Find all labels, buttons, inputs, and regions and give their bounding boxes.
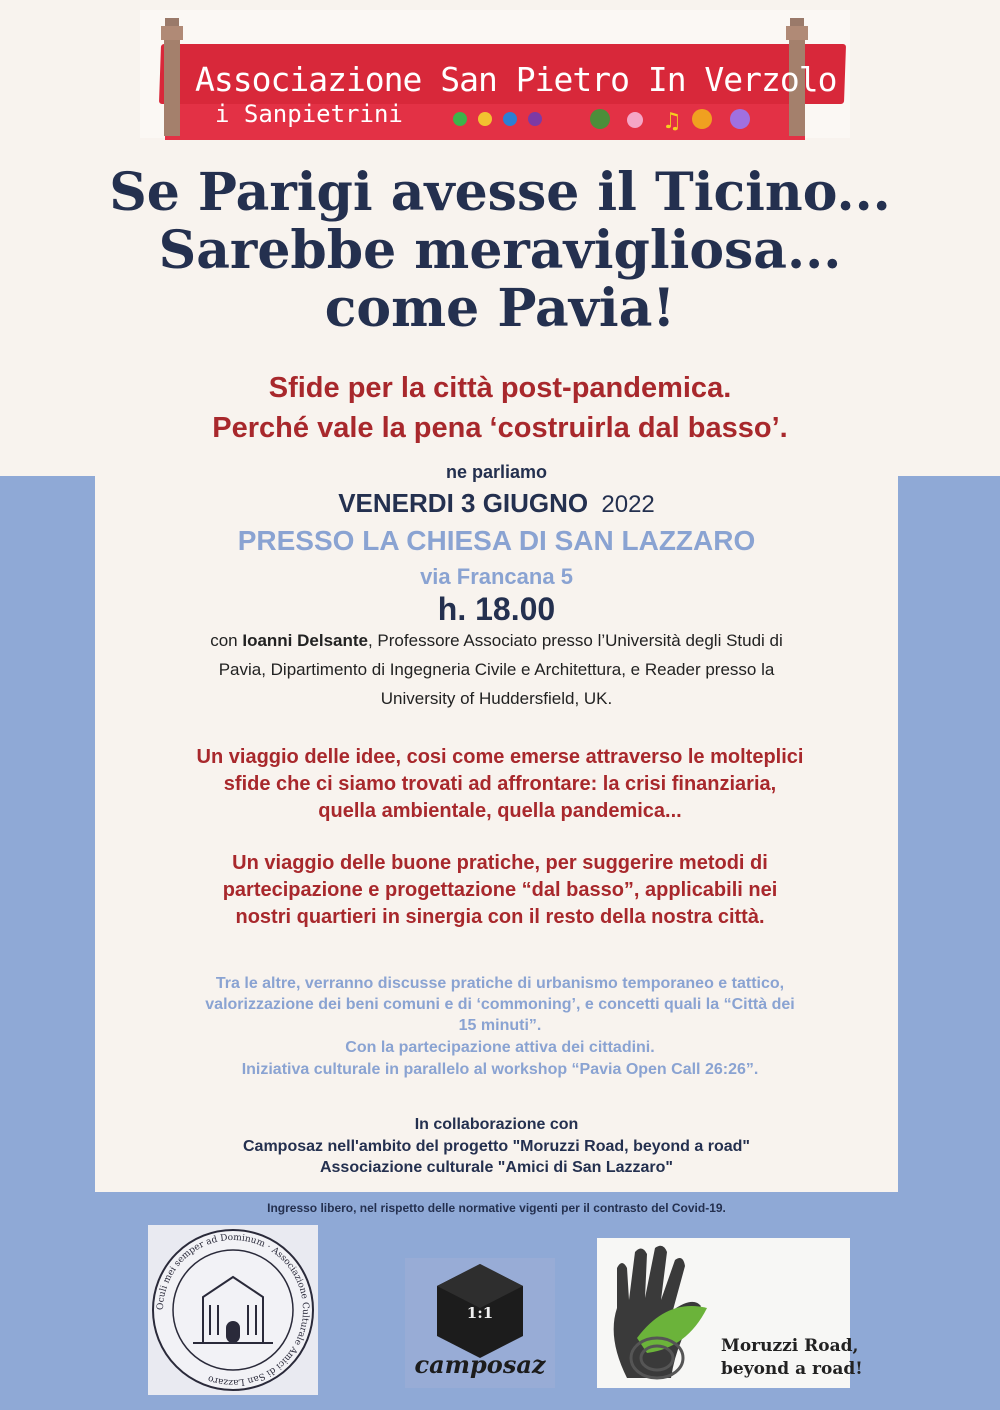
moruzzi-road-logo xyxy=(597,1238,863,1388)
paragraph-3-line-4: Con la partecipazione attiva dei cittadini. xyxy=(345,1039,655,1056)
camposaz-logo xyxy=(405,1258,555,1388)
paragraph-2-line-3: nostri quartieri in sinergia con il resto della nostra città. xyxy=(235,906,765,928)
speaker-line-1 xyxy=(95,626,898,656)
headline-line-1: Se Parigi avesse il Ticino... xyxy=(109,162,891,223)
camposaz-cube-label: 1:1 xyxy=(466,1304,494,1322)
footer-note: Ingresso libero, nel rispetto delle normative vigenti per il contrasto del Covid-19. xyxy=(267,1201,726,1215)
collaboration-line-3: Associazione culturale "Amici di San Lazzaro" xyxy=(319,1159,674,1176)
association-banner xyxy=(140,10,850,138)
paragraph-1-line-1: Un viaggio delle idee, cosi come emerse attraverso le molteplici xyxy=(196,746,804,768)
moruzzi-line-1: Moruzzi Road, xyxy=(721,1336,859,1356)
paragraph-3-line-1: Tra le altre, verranno discusse pratiche di urbanismo temporaneo e tattico, xyxy=(215,975,785,992)
event-date: VENERDI 3 GIUGNO xyxy=(338,488,589,518)
subheadline-line-1: Sfide per la città post-pandemica. xyxy=(268,372,732,404)
collaboration-line-1: In collaborazione con xyxy=(414,1116,579,1133)
banner-subtitle: i Sanpietrini xyxy=(215,100,403,128)
camposaz-name: camposaz xyxy=(414,1350,546,1379)
event-time: h. 18.00 xyxy=(437,591,556,627)
speaker-name: Ioanni Delsante xyxy=(242,631,368,650)
paragraph-3-line-2: valorizzazione dei beni comuni e di ‘commoning’, e concetti quali la “Città dei xyxy=(205,996,795,1013)
event-intro: ne parliamo xyxy=(445,462,548,482)
event-date-line xyxy=(95,488,898,519)
headline-line-3: come Pavia! xyxy=(324,278,676,339)
paragraph-2-line-2: partecipazione e progettazione “dal basso”, applicabili nei xyxy=(222,879,778,901)
seal-ring-text: Oculi mei semper ad Dominum · Associazione Culturale Amici di San Lazzaro xyxy=(155,1232,311,1388)
paragraph-1-line-2: sfide che ci siamo trovati ad affrontare: la crisi finanziaria, xyxy=(223,773,777,795)
speaker-line-2: Pavia, Dipartimento di Ingegneria Civile e Architettura, e Reader presso la xyxy=(218,660,775,679)
collaboration-line-2: Camposaz nell'ambito del progetto "Moruzzi Road, beyond a road" xyxy=(242,1138,750,1155)
paragraph-3-line-5: Iniziativa culturale in parallelo al workshop “Pavia Open Call 26:26”. xyxy=(241,1061,759,1078)
event-venue: PRESSO LA CHIESA DI SAN LAZZARO xyxy=(237,525,756,556)
paragraph-2-line-1: Un viaggio delle buone pratiche, per suggerire metodi di xyxy=(232,852,768,874)
paragraph-3-line-3: 15 minuti”. xyxy=(458,1017,542,1034)
headline-line-2: Sarebbe meravigliosa... xyxy=(158,220,842,281)
speaker-line-3: University of Huddersfield, UK. xyxy=(380,689,613,708)
church-seal-icon xyxy=(148,1225,318,1395)
speaker-prefix: con xyxy=(210,631,243,650)
subheadline-line-2: Perché vale la pena ‘costruirla dal basso’. xyxy=(212,412,788,444)
amici-san-lazzaro-logo xyxy=(148,1225,318,1395)
pillar-left-icon xyxy=(155,18,189,136)
paragraph-1-line-3: quella ambientale, quella pandemica... xyxy=(318,800,682,822)
event-year: 2022 xyxy=(601,491,655,518)
banner-decorations-icon xyxy=(440,102,770,136)
svg-text:♫: ♫ xyxy=(662,109,682,134)
moruzzi-line-2: beyond a road! xyxy=(721,1359,863,1379)
banner-title: Associazione San Pietro In Verzolo xyxy=(195,60,837,99)
hand-print-icon xyxy=(597,1238,727,1388)
event-address: via Francana 5 xyxy=(420,564,573,589)
speaker-role: , Professore Associato presso l’Università degli Studi di xyxy=(367,631,783,650)
